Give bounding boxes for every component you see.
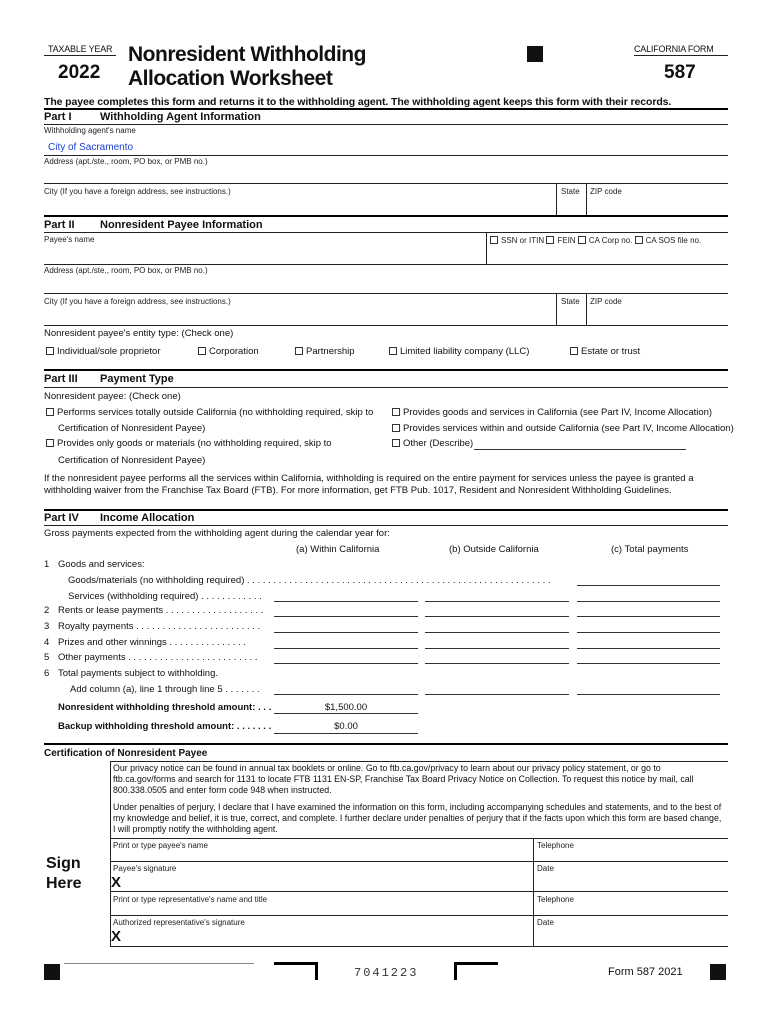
agent-state-field[interactable] [557,198,585,214]
entity-corporation[interactable]: Corporation [198,346,259,357]
taxable-year-label: TAXABLE YEAR [48,44,113,54]
agent-city-label: City (If you have a foreign address, see instructions.) [44,187,231,196]
payee-state-field[interactable] [557,308,585,324]
royalty-c-field[interactable] [577,632,720,633]
opt-other[interactable]: Other (Describe) [392,438,473,449]
line6-label: Total payments subject to withholding. [58,668,219,679]
payee-date-field[interactable] [537,874,726,889]
form-title-line1: Nonresident Withholding [128,43,366,66]
rep-name-field[interactable] [113,904,531,915]
total-c-field[interactable] [577,694,720,695]
payee-id-options [490,236,701,245]
line4-label: Prizes and other winnings . . . . . . . . . . . . . . . [58,637,246,648]
rep-date-label: Date [537,918,554,927]
opt-goods-only-cont: Certification of Nonresident Payee) [58,455,206,466]
part4-subtitle: Gross payments expected from the withholding agent during the calendar year for: [44,528,390,539]
agent-name-field[interactable]: City of Sacramento [48,142,134,153]
col-a-header: (a) Within California [296,544,380,555]
part2-label: Part II [44,219,75,231]
line3-num: 3 [44,621,50,632]
line6-num: 6 [44,668,50,679]
payee-telephone-field[interactable] [537,850,726,861]
payee-name-label: Payee's name [44,235,95,244]
opt-services-outside[interactable]: Performs services totally outside California (no withholding required, skip to [46,407,373,418]
part1-title: Withholding Agent Information [100,111,261,123]
payee-telephone-label: Telephone [537,841,574,850]
payee-zip-field[interactable] [587,308,727,324]
other-describe-field[interactable] [474,449,686,450]
payee-name-field[interactable] [44,246,484,262]
footer-corner-left [274,962,318,980]
rep-signature-x: X [111,928,122,945]
backup-threshold-value: $0.00 [334,721,358,732]
payee-date-label: Date [537,864,554,873]
agent-address-label: Address (apt./ste., room, PO box, or PMB no.) [44,157,208,166]
print-payee-name-label: Print or type payee's name [113,841,208,850]
part3-label: Part III [44,373,78,385]
line2-num: 2 [44,605,50,616]
agent-name-label: Withholding agent's name [44,126,136,135]
total-a-field[interactable] [274,694,418,695]
rep-telephone-field[interactable] [537,904,726,915]
opt-goods-services-ca[interactable]: Provides goods and services in California (see Part IV, Income Allocation) [392,407,712,418]
line1-num: 1 [44,559,50,570]
corporation-checkbox[interactable] [198,347,206,355]
entity-llc[interactable]: Limited liability company (LLC) [389,346,529,357]
entity-partnership[interactable]: Partnership [295,346,355,357]
ca-sos-option[interactable]: CA SOS file no. [635,236,702,245]
entity-individual[interactable]: Individual/sole proprietor [46,346,161,357]
goods-services-ca-checkbox[interactable] [392,408,400,416]
individual-checkbox[interactable] [46,347,54,355]
registration-mark [527,46,543,62]
payee-city-label: City (If you have a foreign address, see instructions.) [44,297,231,306]
perjury-declaration: Under penalties of perjury, I declare that I have examined the information on this form, including accompanying schedules and statements, and to the best of my knowledge and belief, it is true, correct, and complete. I further declare under penalties of perjury that if the facts upon which this form are based change, I will promptly notify the withholding agent. [113,802,722,834]
fein-option[interactable]: FEIN [546,236,575,245]
part4-title: Income Allocation [100,512,195,524]
fein-checkbox[interactable] [546,236,554,244]
line1-label: Goods and services: [58,559,145,570]
prizes-b-field[interactable] [425,648,569,649]
payee-signature-label: Payee's signature [113,864,177,873]
goods-total-field[interactable] [577,585,720,586]
services-b-field[interactable] [425,601,569,602]
opt-services-outside-cont: Certification of Nonresident Payee) [58,423,206,434]
estate-checkbox[interactable] [570,347,578,355]
threshold-label: Nonresident withholding threshold amount: . . . [58,702,272,713]
ca-corp-checkbox[interactable] [578,236,586,244]
partnership-checkbox[interactable] [295,347,303,355]
entity-type-label: Nonresident payee's entity type: (Check one) [44,328,234,339]
line2-label: Rents or lease payments . . . . . . . . . . . . . . . . . . . [58,605,264,616]
privacy-notice: Our privacy notice can be found in annual tax booklets or online. Go to ftb.ca.gov/privacy to learn about our privacy policy statement, or go to ftb.ca.gov/forms and search for 1131 to locate FTB 1131 EN-SP, Franchise Tax Board Privacy Notice on Collection. To request this notice by mail, call 800.338.0505 and enter form code 948 when instructed. [113,763,694,795]
line6-label-cont: Add column (a), line 1 through line 5 . . . . . . . [70,684,260,695]
sign-here: Sign Here [46,855,82,892]
part1-label: Part I [44,111,72,123]
royalty-a-field[interactable] [274,632,418,633]
footer-mark-right [710,964,726,980]
footer-corner-right [454,962,498,980]
certification-title: Certification of Nonresident Payee [44,748,208,759]
rents-b-field[interactable] [425,616,569,617]
agent-address-field[interactable] [44,166,728,183]
prizes-a-field[interactable] [274,648,418,649]
form-title-line2: Allocation Worksheet [128,67,333,90]
line1-goods-label: Goods/materials (no withholding required) . . . . . . . . . . . . . . . . . . . . . . . . . . . . . . . . . . . . . . . . . . . . . . . . . . . . . . . . . . [68,575,551,586]
backup-threshold-label: Backup withholding threshold amount: . . . . . . . [58,721,272,732]
opt-services-within-outside[interactable]: Provides services within and outside California (see Part IV, Income Allocation) [392,423,734,434]
form-reference: Form 587 2021 [608,966,683,978]
california-form-label: CALIFORNIA FORM [634,44,714,54]
part2-title: Nonresident Payee Information [100,219,263,231]
prizes-c-field[interactable] [577,648,720,649]
rep-date-field[interactable] [537,928,726,944]
other-a-field[interactable] [274,663,418,664]
royalty-b-field[interactable] [425,632,569,633]
payee-address-label: Address (apt./ste., room, PO box, or PMB no.) [44,266,208,275]
goods-only-checkbox[interactable] [46,439,54,447]
services-outside-checkbox[interactable] [46,408,54,416]
rep-telephone-label: Telephone [537,895,574,904]
line1-services-label: Services (withholding required) . . . . . . . . . . . . [68,591,262,602]
payee-address-field[interactable] [44,276,728,292]
form-code: 7041223 [354,966,419,980]
col-c-header: (c) Total payments [611,544,689,555]
rep-signature-field[interactable] [125,928,530,944]
payment-check-one: Nonresident payee: (Check one) [44,391,181,402]
payee-signature-field[interactable] [125,874,530,889]
total-b-field[interactable] [425,694,569,695]
payee-zip-label: ZIP code [590,297,622,306]
services-a-field[interactable] [274,601,418,602]
line4-num: 4 [44,637,50,648]
form-number: 587 [664,62,696,83]
tax-year: 2022 [58,62,101,83]
services-c-field[interactable] [577,601,720,602]
llc-checkbox[interactable] [389,347,397,355]
services-within-outside-checkbox[interactable] [392,424,400,432]
payee-state-label: State [561,297,580,306]
rep-signature-label: Authorized representative's signature [113,918,245,927]
agent-zip-field[interactable] [587,198,727,214]
line5-num: 5 [44,652,50,663]
part3-note: If the nonresident payee performs all the services within California, withholding is required on the entire payment for services unless the payee is granted a withholding waiver from the Franchise Tax Board (FTB). For more information, get FTB Pub. 1017, Resident and Nonresident Withholding Guidelines. [44,473,694,496]
payee-city-field[interactable] [44,308,554,324]
agent-state-label: State [561,187,580,196]
other-checkbox[interactable] [392,439,400,447]
print-payee-name-field[interactable] [113,850,531,861]
footer-mark-left [44,964,60,980]
col-b-header: (b) Outside California [449,544,539,555]
ssn-itin-option[interactable]: SSN or ITIN [490,236,544,245]
payee-signature-x: X [111,874,122,891]
opt-goods-only[interactable]: Provides only goods or materials (no withholding required, skip to [46,438,332,449]
other-c-field[interactable] [577,663,720,664]
entity-estate-trust[interactable]: Estate or trust [570,346,640,357]
part3-title: Payment Type [100,373,174,385]
rep-name-label: Print or type representative's name and title [113,895,268,904]
agent-zip-label: ZIP code [590,187,622,196]
part4-label: Part IV [44,512,79,524]
rents-a-field[interactable] [274,616,418,617]
line3-label: Royalty payments . . . . . . . . . . . . . . . . . . . . . . . . [58,621,261,632]
form-title [128,43,366,91]
rents-c-field[interactable] [577,616,720,617]
agent-city-field[interactable] [44,198,554,214]
threshold-value: $1,500.00 [324,702,368,713]
ssn-checkbox[interactable] [490,236,498,244]
ca-sos-checkbox[interactable] [635,236,643,244]
line5-label: Other payments . . . . . . . . . . . . . . . . . . . . . . . . . [58,652,258,663]
ca-corp-option[interactable]: CA Corp no. [578,236,633,245]
other-b-field[interactable] [425,663,569,664]
intro-text: The payee completes this form and returns it to the withholding agent. The withholding agent keeps this form with their records. [44,96,672,108]
